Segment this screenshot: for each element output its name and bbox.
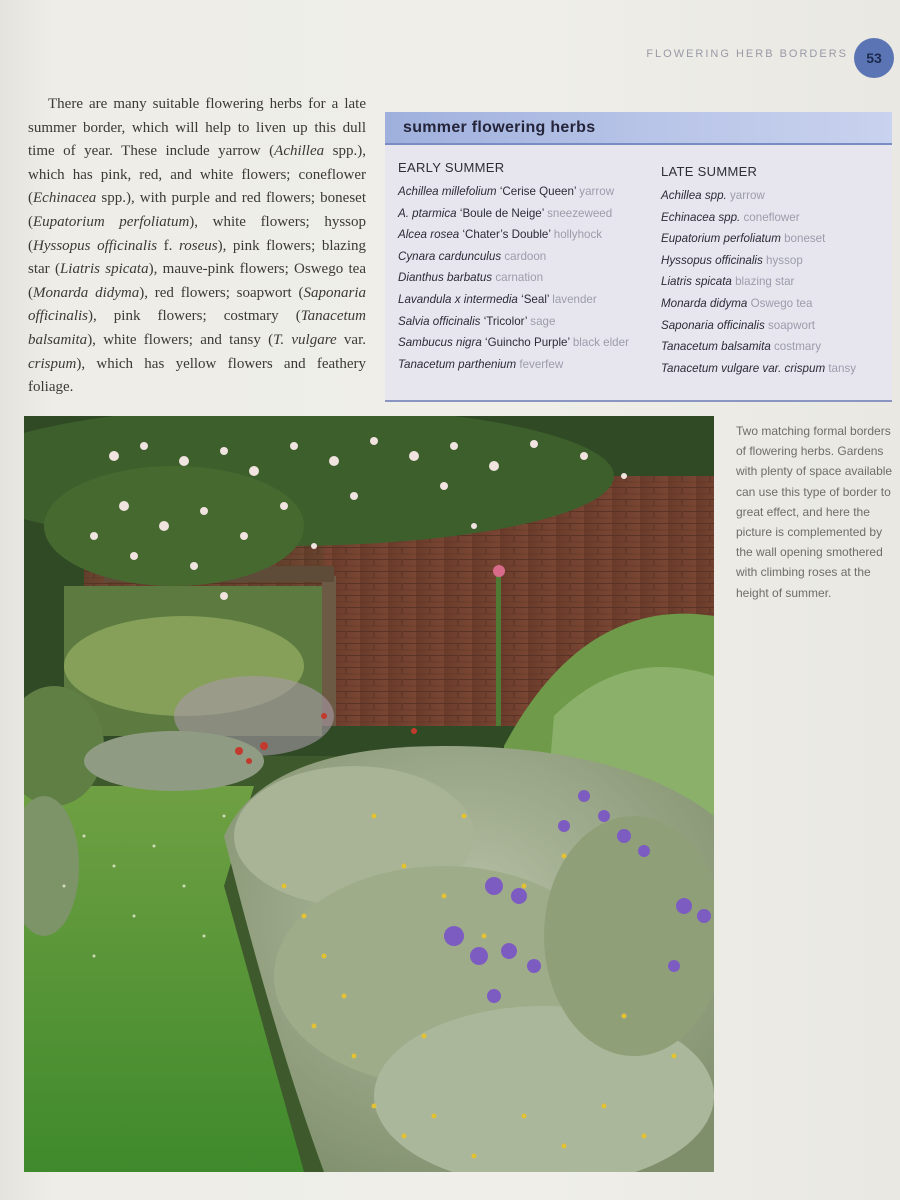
intro-segment: spp.), which has pink, red, and white flowers; coneflower (: [28, 143, 366, 207]
herb-common-name: tansy: [825, 361, 857, 375]
herb-latin-name: Dianthus barbatus: [398, 271, 493, 285]
herb-list-item: [398, 311, 653, 333]
herb-common-name: soapwort: [764, 318, 816, 332]
late-summer-heading: LATE SUMMER: [661, 164, 758, 179]
intro-segment: ), white flowers; and tansy (: [87, 331, 274, 348]
sidebar-title: summer flowering herbs: [385, 112, 892, 145]
late-summer-list: [661, 185, 891, 379]
herb-latin-name: Tanacetum parthenium: [398, 357, 517, 371]
intro-segment: Tanacetum balsamita: [28, 308, 366, 348]
intro-segment: ), pink flowers; costmary (: [88, 308, 301, 325]
intro-segment: Achillea: [274, 143, 325, 160]
herb-latin-name: Sambucus nigra: [398, 336, 482, 350]
intro-segment: ), which has yellow flowers and feathery foliage.: [28, 355, 366, 396]
herb-list-item: [661, 315, 891, 337]
herb-common-name: cardoon: [501, 249, 547, 263]
herb-list-item: [398, 289, 653, 311]
herb-common-name: boneset: [780, 232, 826, 246]
herb-latin-name: Salvia officinalis: [398, 314, 481, 328]
herb-common-name: black elder: [569, 336, 629, 350]
herb-list-item: [661, 336, 891, 358]
herb-list-item: [661, 185, 891, 207]
garden-illustration: [24, 416, 714, 1172]
intro-segment: var.: [336, 331, 367, 348]
herb-common-name: sage: [527, 314, 556, 328]
herb-latin-name: Monarda didyma: [661, 296, 748, 310]
intro-segment: Saponaria officinalis: [28, 284, 366, 325]
herb-latin-name: Hyssopus officinalis: [661, 253, 763, 267]
intro-segment: There are many suitable flowering herbs for a late summer border, which will help to liven up this dull time of year. These include yarrow (: [28, 96, 366, 160]
early-summer-column: [398, 160, 653, 375]
intro-segment: spp.), with purple and red flowers; boneset (: [28, 190, 366, 230]
herb-latin-name: Cynara cardunculus: [398, 249, 502, 263]
herb-list-item: [661, 293, 891, 315]
herb-latin-name: A. ptarmica: [398, 206, 457, 220]
herb-latin-name: Saponaria officinalis: [661, 318, 765, 332]
herb-list-item: [398, 246, 653, 268]
intro-text: [28, 93, 366, 400]
herb-common-name: yarrow: [726, 189, 765, 202]
herb-latin-name: Echinacea spp.: [661, 210, 741, 224]
intro-segment: f.: [157, 237, 179, 254]
herb-latin-name: Lavandula x intermedia: [398, 292, 518, 306]
herb-cultivar: ‘Guincho Purple’: [481, 336, 570, 350]
summer-herbs-sidebar: [385, 112, 892, 402]
herb-latin-name: Eupatorium perfoliatum: [661, 232, 781, 246]
herb-list-item: [398, 181, 653, 203]
intro-segment: Hyssopus officinalis: [33, 237, 158, 254]
herb-common-name: blazing star: [731, 275, 795, 289]
early-summer-heading: EARLY SUMMER: [398, 160, 505, 175]
herb-latin-name: Alcea rosea: [398, 228, 460, 242]
intro-segment: Echinacea: [33, 190, 97, 207]
herb-common-name: carnation: [492, 271, 544, 285]
intro-segment: ), white flowers; hyssop (: [28, 213, 366, 254]
intro-segment: Eupatorium perfoliatum: [33, 213, 190, 230]
herb-list-item: [398, 267, 653, 289]
herb-list-item: [398, 203, 653, 225]
herb-list-item: [398, 354, 653, 376]
intro-segment: crispum: [28, 355, 77, 372]
herb-latin-name: Tanacetum balsamita: [661, 340, 771, 354]
herb-latin-name: Liatris spicata: [661, 275, 732, 289]
page-number-badge: 53: [854, 38, 894, 78]
intro-segment: ), pink flowers; blazing star (: [28, 237, 367, 278]
herb-list-item: [661, 358, 891, 380]
herb-common-name: sneezeweed: [543, 206, 613, 220]
herb-latin-name: Achillea spp.: [661, 189, 727, 202]
herb-common-name: coneflower: [740, 210, 800, 224]
herb-common-name: feverfew: [516, 357, 564, 371]
herb-list-item: [661, 250, 891, 272]
herb-list-item: [661, 271, 891, 293]
herb-common-name: lavender: [549, 292, 597, 306]
herb-latin-name: Achillea millefolium: [398, 185, 497, 198]
intro-segment: ), red flowers; soapwort (: [139, 284, 304, 301]
herb-list-item: [661, 207, 891, 229]
herb-cultivar: ‘Tricolor’: [480, 314, 528, 328]
intro-segment: ), mauve-pink flowers; Oswego tea (: [28, 261, 366, 301]
garden-border-photo: [24, 416, 714, 1172]
herb-list-item: [661, 228, 891, 250]
intro-segment: Liatris spicata: [59, 261, 149, 278]
running-header: FLOWERING HERB BORDERS: [646, 48, 848, 60]
herb-list-item: [398, 224, 653, 246]
herb-common-name: Oswego tea: [747, 296, 813, 310]
intro-segment: roseus: [178, 237, 218, 254]
intro-segment: T. vulgare: [273, 331, 337, 348]
herb-common-name: yarrow: [576, 185, 615, 198]
photo-caption: Two matching formal borders of flowering herbs. Gardens with plenty of space available can use this type of border to great effect, and here the picture is complemented by the wall opening smothered with climbing roses at the height of summer.: [736, 424, 893, 600]
herb-cultivar: ‘Boule de Neige’: [456, 206, 544, 220]
herb-latin-name: Tanacetum vulgare var. crispum: [661, 361, 826, 375]
herb-common-name: hyssop: [762, 253, 803, 267]
herb-cultivar: ‘Cerise Queen’: [496, 185, 577, 198]
intro-paragraph: [28, 93, 366, 400]
herb-list-item: [398, 332, 653, 354]
herb-cultivar: ‘Seal’: [517, 292, 550, 306]
herb-cultivar: ‘Chater’s Double’: [459, 228, 551, 242]
herb-common-name: hollyhock: [550, 228, 603, 242]
early-summer-list: [398, 181, 653, 375]
herb-common-name: costmary: [770, 340, 822, 354]
late-summer-column: [661, 164, 891, 379]
intro-segment: Monarda didyma: [33, 284, 140, 301]
